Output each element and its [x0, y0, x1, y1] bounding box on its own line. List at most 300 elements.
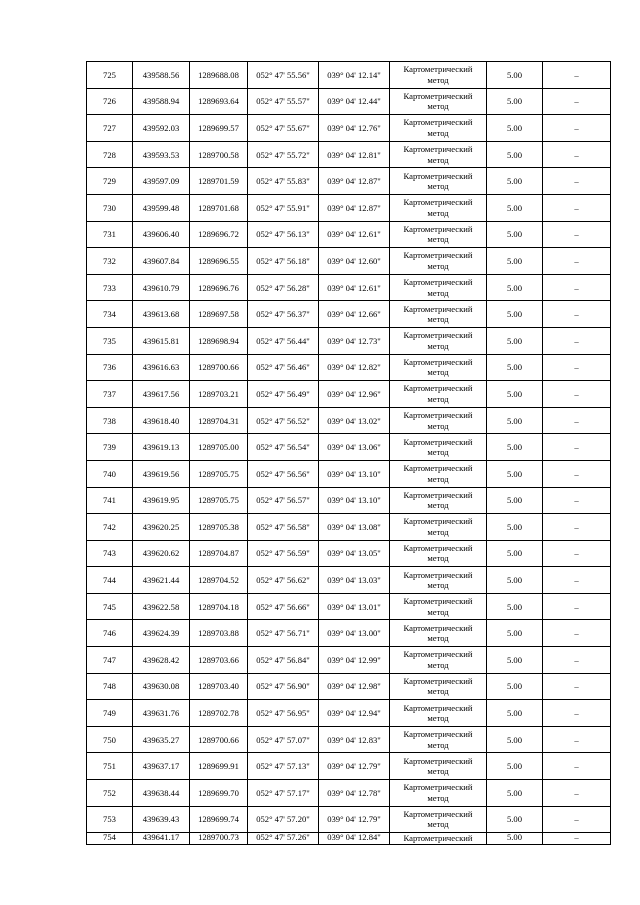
point-number-cell: 733	[87, 274, 133, 301]
point-number-cell: 747	[87, 647, 133, 674]
accuracy-cell: 5.00	[487, 354, 543, 381]
table-row	[87, 673, 611, 700]
longitude-cell: 039° 04' 13.00"	[319, 620, 390, 647]
method-line-2: метод	[427, 739, 449, 750]
note-cell: –	[543, 407, 611, 434]
accuracy-cell: 5.00	[487, 726, 543, 753]
method-line-2: метод	[427, 127, 449, 138]
method-line-1: Картометрический	[403, 356, 473, 367]
point-number-cell: 753	[87, 806, 133, 833]
accuracy-cell: 5.00	[487, 833, 543, 845]
table-row	[87, 753, 611, 780]
latitude-cell: 052° 47' 56.49"	[248, 381, 319, 408]
longitude-cell: 039° 04' 12.99"	[319, 647, 390, 674]
method-cell	[390, 354, 487, 381]
longitude-cell: 039° 04' 13.10"	[319, 487, 390, 514]
table-row	[87, 62, 611, 89]
y-coordinate-cell: 1289700.58	[190, 141, 248, 168]
method-line-1: Картометрический	[403, 197, 473, 208]
note-cell: –	[543, 593, 611, 620]
method-line-1: Картометрический	[403, 569, 473, 580]
table-row	[87, 141, 611, 168]
method-line-2: метод	[427, 553, 449, 564]
longitude-cell: 039° 04' 12.73"	[319, 327, 390, 354]
point-number-cell: 737	[87, 381, 133, 408]
method-cell	[390, 381, 487, 408]
longitude-cell: 039° 04' 12.76"	[319, 115, 390, 142]
x-coordinate-cell: 439615.81	[133, 327, 190, 354]
accuracy-cell: 5.00	[487, 274, 543, 301]
note-cell: –	[543, 248, 611, 275]
latitude-cell: 052° 47' 57.26"	[248, 833, 319, 845]
x-coordinate-cell: 439607.84	[133, 248, 190, 275]
accuracy-cell: 5.00	[487, 647, 543, 674]
method-cell	[390, 407, 487, 434]
point-number-cell: 745	[87, 593, 133, 620]
y-coordinate-cell: 1289700.66	[190, 726, 248, 753]
longitude-cell: 039° 04' 12.79"	[319, 753, 390, 780]
longitude-cell: 039° 04' 12.96"	[319, 381, 390, 408]
table-row	[87, 407, 611, 434]
method-line-2: метод	[427, 633, 449, 644]
x-coordinate-cell: 439592.03	[133, 115, 190, 142]
y-coordinate-cell: 1289698.94	[190, 327, 248, 354]
longitude-cell: 039° 04' 12.83"	[319, 726, 390, 753]
accuracy-cell: 5.00	[487, 460, 543, 487]
y-coordinate-cell: 1289705.75	[190, 487, 248, 514]
longitude-cell: 039° 04' 13.10"	[319, 460, 390, 487]
note-cell: –	[543, 753, 611, 780]
y-coordinate-cell: 1289699.70	[190, 780, 248, 807]
method-cell	[390, 115, 487, 142]
method-cell	[390, 700, 487, 727]
table-row	[87, 806, 611, 833]
method-cell	[390, 301, 487, 328]
point-number-cell: 743	[87, 540, 133, 567]
point-number-cell: 729	[87, 168, 133, 195]
y-coordinate-cell: 1289696.76	[190, 274, 248, 301]
latitude-cell: 052° 47' 56.44"	[248, 327, 319, 354]
x-coordinate-cell: 439635.27	[133, 726, 190, 753]
accuracy-cell: 5.00	[487, 514, 543, 541]
table-row	[87, 221, 611, 248]
latitude-cell: 052° 47' 56.37"	[248, 301, 319, 328]
method-line-1: Картометрический	[403, 542, 473, 553]
method-line-1: Картометрический	[403, 675, 473, 686]
method-line-2: метод	[427, 101, 449, 112]
y-coordinate-cell: 1289705.00	[190, 434, 248, 461]
latitude-cell: 052° 47' 56.28"	[248, 274, 319, 301]
y-coordinate-cell: 1289700.66	[190, 354, 248, 381]
table-row	[87, 700, 611, 727]
method-cell	[390, 540, 487, 567]
x-coordinate-cell: 439641.17	[133, 833, 190, 845]
method-line-1: Картометрический	[403, 223, 473, 234]
y-coordinate-cell: 1289703.40	[190, 673, 248, 700]
x-coordinate-cell: 439599.48	[133, 194, 190, 221]
point-number-cell: 730	[87, 194, 133, 221]
table-row	[87, 567, 611, 594]
note-cell: –	[543, 274, 611, 301]
method-line-1: Картометрический	[403, 64, 473, 75]
method-line-2: метод	[427, 260, 449, 271]
x-coordinate-cell: 439613.68	[133, 301, 190, 328]
method-cell	[390, 620, 487, 647]
accuracy-cell: 5.00	[487, 327, 543, 354]
y-coordinate-cell: 1289705.38	[190, 514, 248, 541]
method-cell	[390, 753, 487, 780]
method-line-1: Картометрический	[403, 117, 473, 128]
table-body	[87, 62, 611, 845]
table-row	[87, 301, 611, 328]
method-line-2: метод	[427, 686, 449, 697]
latitude-cell: 052° 47' 55.57"	[248, 88, 319, 115]
method-line-2: метод	[427, 314, 449, 325]
method-line-1: Картометрический	[403, 702, 473, 713]
note-cell: –	[543, 221, 611, 248]
x-coordinate-cell: 439619.13	[133, 434, 190, 461]
longitude-cell: 039° 04' 12.14"	[319, 62, 390, 89]
method-line-1: Картометрический	[403, 516, 473, 527]
latitude-cell: 052° 47' 56.58"	[248, 514, 319, 541]
y-coordinate-cell: 1289697.58	[190, 301, 248, 328]
longitude-cell: 039° 04' 12.94"	[319, 700, 390, 727]
method-cell	[390, 248, 487, 275]
note-cell: –	[543, 327, 611, 354]
note-cell: –	[543, 647, 611, 674]
accuracy-cell: 5.00	[487, 567, 543, 594]
method-cell	[390, 806, 487, 833]
table-row	[87, 460, 611, 487]
method-line-1: Картометрический	[403, 833, 473, 844]
y-coordinate-cell: 1289703.21	[190, 381, 248, 408]
method-line-2: метод	[427, 420, 449, 431]
note-cell: –	[543, 115, 611, 142]
table-row	[87, 115, 611, 142]
method-line-1: Картометрический	[403, 410, 473, 421]
note-cell: –	[543, 168, 611, 195]
method-line-2: метод	[427, 447, 449, 458]
accuracy-cell: 5.00	[487, 301, 543, 328]
method-cell	[390, 726, 487, 753]
x-coordinate-cell: 439620.25	[133, 514, 190, 541]
point-number-cell: 739	[87, 434, 133, 461]
x-coordinate-cell: 439620.62	[133, 540, 190, 567]
method-line-1: Картометрический	[403, 622, 473, 633]
latitude-cell: 052° 47' 56.13"	[248, 221, 319, 248]
accuracy-cell: 5.00	[487, 540, 543, 567]
table-row	[87, 194, 611, 221]
note-cell: –	[543, 381, 611, 408]
method-line-1: Картометрический	[403, 755, 473, 766]
table-row	[87, 168, 611, 195]
latitude-cell: 052° 47' 57.20"	[248, 806, 319, 833]
coordinates-table	[86, 61, 611, 845]
point-number-cell: 750	[87, 726, 133, 753]
latitude-cell: 052° 47' 56.18"	[248, 248, 319, 275]
longitude-cell: 039° 04' 12.61"	[319, 274, 390, 301]
method-line-2: метод	[427, 473, 449, 484]
method-cell	[390, 780, 487, 807]
method-cell	[390, 647, 487, 674]
accuracy-cell: 5.00	[487, 806, 543, 833]
note-cell: –	[543, 540, 611, 567]
accuracy-cell: 5.00	[487, 700, 543, 727]
accuracy-cell: 5.00	[487, 780, 543, 807]
table-row	[87, 434, 611, 461]
y-coordinate-cell: 1289704.52	[190, 567, 248, 594]
latitude-cell: 052° 47' 56.95"	[248, 700, 319, 727]
longitude-cell: 039° 04' 12.61"	[319, 221, 390, 248]
latitude-cell: 052° 47' 56.90"	[248, 673, 319, 700]
method-line-1: Картометрический	[403, 90, 473, 101]
y-coordinate-cell: 1289704.87	[190, 540, 248, 567]
latitude-cell: 052° 47' 55.91"	[248, 194, 319, 221]
method-line-2: метод	[427, 526, 449, 537]
table-row	[87, 647, 611, 674]
longitude-cell: 039° 04' 13.01"	[319, 593, 390, 620]
latitude-cell: 052° 47' 56.56"	[248, 460, 319, 487]
table-row	[87, 274, 611, 301]
note-cell: –	[543, 194, 611, 221]
note-cell: –	[543, 806, 611, 833]
longitude-cell: 039° 04' 12.60"	[319, 248, 390, 275]
note-cell: –	[543, 141, 611, 168]
longitude-cell: 039° 04' 12.98"	[319, 673, 390, 700]
note-cell: –	[543, 62, 611, 89]
method-cell	[390, 833, 487, 845]
note-cell: –	[543, 673, 611, 700]
x-coordinate-cell: 439610.79	[133, 274, 190, 301]
latitude-cell: 052° 47' 57.07"	[248, 726, 319, 753]
y-coordinate-cell: 1289696.72	[190, 221, 248, 248]
x-coordinate-cell: 439617.56	[133, 381, 190, 408]
x-coordinate-cell: 439606.40	[133, 221, 190, 248]
method-line-1: Картометрический	[403, 489, 473, 500]
x-coordinate-cell: 439637.17	[133, 753, 190, 780]
method-line-2: метод	[427, 340, 449, 351]
note-cell: –	[543, 700, 611, 727]
point-number-cell: 731	[87, 221, 133, 248]
method-cell	[390, 194, 487, 221]
longitude-cell: 039° 04' 12.81"	[319, 141, 390, 168]
method-cell	[390, 514, 487, 541]
y-coordinate-cell: 1289704.31	[190, 407, 248, 434]
latitude-cell: 052° 47' 56.57"	[248, 487, 319, 514]
latitude-cell: 052° 47' 56.84"	[248, 647, 319, 674]
latitude-cell: 052° 47' 55.56"	[248, 62, 319, 89]
method-line-2: метод	[427, 393, 449, 404]
note-cell: –	[543, 514, 611, 541]
table-row	[87, 88, 611, 115]
method-cell	[390, 673, 487, 700]
point-number-cell: 746	[87, 620, 133, 647]
note-cell: –	[543, 354, 611, 381]
point-number-cell: 725	[87, 62, 133, 89]
note-cell: –	[543, 301, 611, 328]
note-cell: –	[543, 780, 611, 807]
method-line-2: метод	[427, 713, 449, 724]
latitude-cell: 052° 47' 56.46"	[248, 354, 319, 381]
y-coordinate-cell: 1289701.68	[190, 194, 248, 221]
table-row	[87, 381, 611, 408]
accuracy-cell: 5.00	[487, 141, 543, 168]
y-coordinate-cell: 1289703.88	[190, 620, 248, 647]
method-line-2: метод	[427, 659, 449, 670]
longitude-cell: 039° 04' 13.08"	[319, 514, 390, 541]
method-line-1: Картометрический	[403, 330, 473, 341]
accuracy-cell: 5.00	[487, 673, 543, 700]
accuracy-cell: 5.00	[487, 248, 543, 275]
latitude-cell: 052° 47' 55.67"	[248, 115, 319, 142]
latitude-cell: 052° 47' 57.13"	[248, 753, 319, 780]
accuracy-cell: 5.00	[487, 221, 543, 248]
table-row	[87, 248, 611, 275]
x-coordinate-cell: 439628.42	[133, 647, 190, 674]
y-coordinate-cell: 1289701.59	[190, 168, 248, 195]
method-cell	[390, 327, 487, 354]
method-cell	[390, 221, 487, 248]
longitude-cell: 039° 04' 13.06"	[319, 434, 390, 461]
table-row	[87, 593, 611, 620]
note-cell: –	[543, 487, 611, 514]
point-number-cell: 742	[87, 514, 133, 541]
note-cell: –	[543, 88, 611, 115]
table-row	[87, 487, 611, 514]
x-coordinate-cell: 439616.63	[133, 354, 190, 381]
x-coordinate-cell: 439588.56	[133, 62, 190, 89]
method-line-2: метод	[427, 606, 449, 617]
method-line-1: Картометрический	[403, 250, 473, 261]
table-row	[87, 514, 611, 541]
method-line-1: Картометрический	[403, 782, 473, 793]
y-coordinate-cell: 1289705.75	[190, 460, 248, 487]
x-coordinate-cell: 439619.95	[133, 487, 190, 514]
method-line-2: метод	[427, 207, 449, 218]
y-coordinate-cell: 1289699.57	[190, 115, 248, 142]
longitude-cell: 039° 04' 12.87"	[319, 194, 390, 221]
method-line-1: Картометрический	[403, 436, 473, 447]
method-line-1: Картометрический	[403, 144, 473, 155]
longitude-cell: 039° 04' 12.84"	[319, 833, 390, 845]
longitude-cell: 039° 04' 13.05"	[319, 540, 390, 567]
y-coordinate-cell: 1289699.74	[190, 806, 248, 833]
y-coordinate-cell: 1289703.66	[190, 647, 248, 674]
method-line-2: метод	[427, 287, 449, 298]
point-number-cell: 749	[87, 700, 133, 727]
method-cell	[390, 141, 487, 168]
table-row	[87, 780, 611, 807]
accuracy-cell: 5.00	[487, 620, 543, 647]
longitude-cell: 039° 04' 12.44"	[319, 88, 390, 115]
method-line-2: метод	[427, 580, 449, 591]
x-coordinate-cell: 439618.40	[133, 407, 190, 434]
method-line-1: Картометрический	[403, 649, 473, 660]
longitude-cell: 039° 04' 12.82"	[319, 354, 390, 381]
point-number-cell: 728	[87, 141, 133, 168]
table-row	[87, 726, 611, 753]
method-cell	[390, 62, 487, 89]
longitude-cell: 039° 04' 13.03"	[319, 567, 390, 594]
method-cell	[390, 460, 487, 487]
method-line-2: метод	[427, 367, 449, 378]
accuracy-cell: 5.00	[487, 115, 543, 142]
accuracy-cell: 5.00	[487, 487, 543, 514]
x-coordinate-cell: 439593.53	[133, 141, 190, 168]
method-line-2: метод	[427, 234, 449, 245]
method-line-1: Картометрический	[403, 383, 473, 394]
x-coordinate-cell: 439619.56	[133, 460, 190, 487]
table-row	[87, 620, 611, 647]
x-coordinate-cell: 439588.94	[133, 88, 190, 115]
note-cell: –	[543, 434, 611, 461]
latitude-cell: 052° 47' 56.54"	[248, 434, 319, 461]
latitude-cell: 052° 47' 55.72"	[248, 141, 319, 168]
accuracy-cell: 5.00	[487, 88, 543, 115]
method-line-2: метод	[427, 154, 449, 165]
y-coordinate-cell: 1289688.08	[190, 62, 248, 89]
x-coordinate-cell: 439597.09	[133, 168, 190, 195]
accuracy-cell: 5.00	[487, 753, 543, 780]
method-line-2: метод	[427, 766, 449, 777]
method-cell	[390, 434, 487, 461]
y-coordinate-cell: 1289700.73	[190, 833, 248, 845]
latitude-cell: 052° 47' 55.83"	[248, 168, 319, 195]
accuracy-cell: 5.00	[487, 434, 543, 461]
y-coordinate-cell: 1289693.64	[190, 88, 248, 115]
method-line-1: Картометрический	[403, 277, 473, 288]
point-number-cell: 754	[87, 833, 133, 845]
point-number-cell: 727	[87, 115, 133, 142]
method-cell	[390, 567, 487, 594]
note-cell: –	[543, 567, 611, 594]
x-coordinate-cell: 439622.58	[133, 593, 190, 620]
accuracy-cell: 5.00	[487, 381, 543, 408]
method-line-2: метод	[427, 819, 449, 830]
method-cell	[390, 487, 487, 514]
x-coordinate-cell: 439630.08	[133, 673, 190, 700]
latitude-cell: 052° 47' 56.52"	[248, 407, 319, 434]
method-line-2: метод	[427, 500, 449, 511]
latitude-cell: 052° 47' 56.59"	[248, 540, 319, 567]
method-line-1: Картометрический	[403, 170, 473, 181]
accuracy-cell: 5.00	[487, 62, 543, 89]
table-row	[87, 833, 611, 845]
longitude-cell: 039° 04' 12.78"	[319, 780, 390, 807]
note-cell: –	[543, 460, 611, 487]
latitude-cell: 052° 47' 56.66"	[248, 593, 319, 620]
point-number-cell: 741	[87, 487, 133, 514]
point-number-cell: 734	[87, 301, 133, 328]
table-row	[87, 540, 611, 567]
point-number-cell: 736	[87, 354, 133, 381]
method-cell	[390, 88, 487, 115]
latitude-cell: 052° 47' 56.71"	[248, 620, 319, 647]
x-coordinate-cell: 439638.44	[133, 780, 190, 807]
accuracy-cell: 5.00	[487, 407, 543, 434]
latitude-cell: 052° 47' 56.62"	[248, 567, 319, 594]
method-line-1: Картометрический	[403, 463, 473, 474]
accuracy-cell: 5.00	[487, 194, 543, 221]
longitude-cell: 039° 04' 13.02"	[319, 407, 390, 434]
x-coordinate-cell: 439631.76	[133, 700, 190, 727]
method-cell	[390, 168, 487, 195]
method-cell	[390, 593, 487, 620]
table-row	[87, 354, 611, 381]
method-line-1: Картометрический	[403, 303, 473, 314]
accuracy-cell: 5.00	[487, 168, 543, 195]
latitude-cell: 052° 47' 57.17"	[248, 780, 319, 807]
